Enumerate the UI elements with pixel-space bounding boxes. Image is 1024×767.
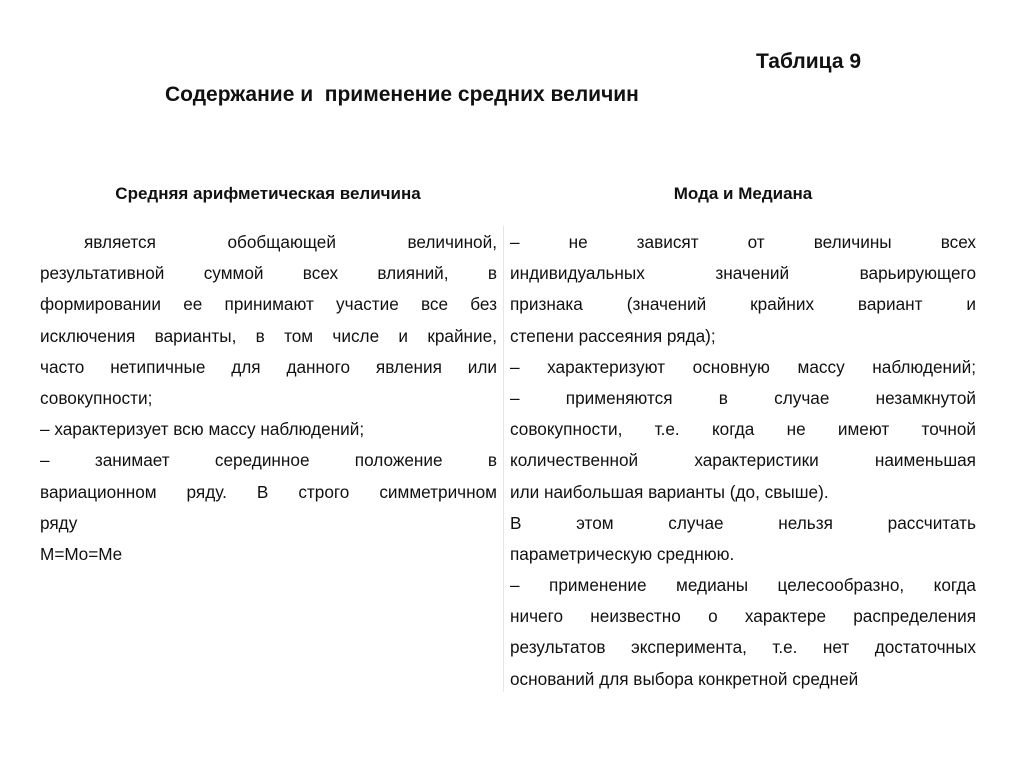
text-line: оснований для выбора конкретной средней bbox=[510, 668, 859, 689]
text-line: исключения варианты, в том числе и крайние, bbox=[40, 325, 497, 346]
text-line: индивидуальных значений варьирующего bbox=[510, 263, 976, 284]
formula: M=Mo=Me bbox=[40, 543, 123, 564]
column-header-mode-median: Мода и Медиана bbox=[673, 184, 813, 203]
text-line: – занимает серединное положение в bbox=[40, 450, 497, 471]
column-divider bbox=[503, 226, 504, 692]
text-line: ряду bbox=[40, 512, 78, 533]
text-line: – характеризует всю массу наблюдений; bbox=[40, 419, 365, 440]
text-line: параметрическую среднюю. bbox=[510, 543, 735, 564]
text-line: – не зависят от величины всех bbox=[510, 232, 976, 252]
text-line: количественной характеристики наименьшая bbox=[510, 450, 976, 471]
slide-title: Содержание и применение средних величин bbox=[165, 83, 639, 106]
text-line: степени рассеяния ряда); bbox=[510, 325, 716, 346]
text-line: совокупности, т.е. когда не имеют точной bbox=[510, 419, 976, 440]
text-line: – характеризуют основную массу наблюдений; bbox=[510, 356, 976, 377]
table-label: Таблица 9 bbox=[756, 50, 862, 73]
text-line: или наибольшая варианты (до, свыше). bbox=[510, 481, 829, 502]
mean-description bbox=[40, 227, 497, 570]
text-line: формировании ее принимают участие все без bbox=[40, 294, 497, 315]
text-line: результативной суммой всех влияний, в bbox=[40, 263, 497, 284]
column-header-mean: Средняя арифметическая величина bbox=[115, 184, 421, 203]
text-line: часто нетипичные для данного явления или bbox=[40, 356, 497, 377]
text-line: – применяются в случае незамкнутой bbox=[510, 387, 976, 408]
text-line: ничего неизвестно о характере распределения bbox=[510, 606, 976, 627]
text-line: результатов эксперимента, т.е. нет достаточных bbox=[510, 637, 976, 658]
text-line: является обобщающей величиной, bbox=[84, 232, 497, 252]
mode-median-description bbox=[510, 227, 976, 695]
text-line: – применение медианы целесообразно, когда bbox=[510, 575, 976, 596]
text-line: совокупности; bbox=[40, 387, 153, 408]
text-line: вариационном ряду. В строго симметричном bbox=[40, 481, 497, 502]
text-line: В этом случае нельзя рассчитать bbox=[510, 512, 976, 533]
text-line: признака (значений крайних вариант и bbox=[510, 294, 976, 315]
